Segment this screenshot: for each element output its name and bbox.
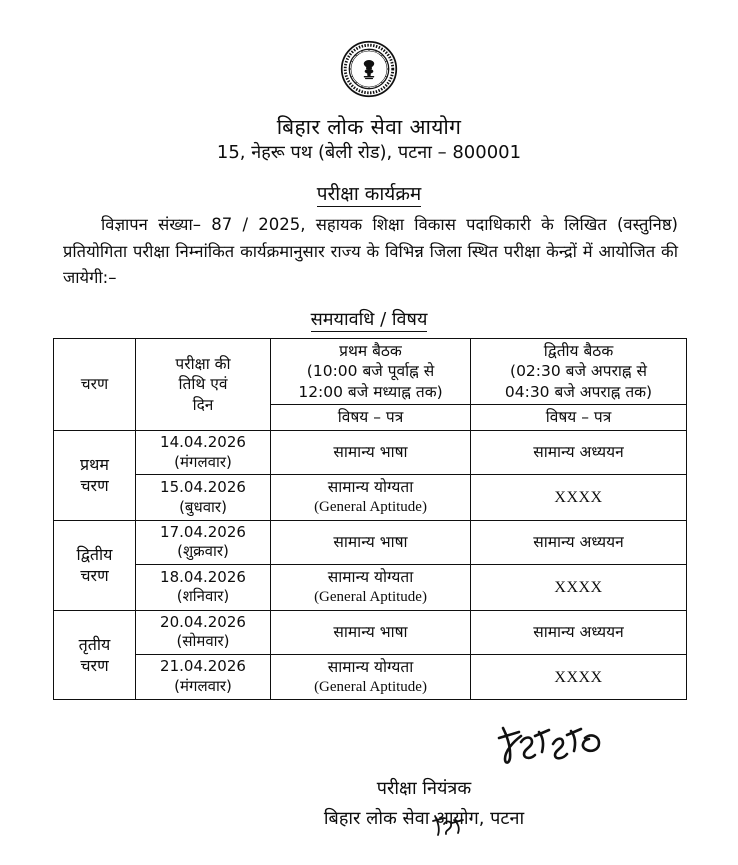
table-row: [54, 430, 687, 475]
exam-date-cell: [136, 520, 271, 565]
phase-name-1-line1: प्रथम: [80, 455, 109, 475]
organization-address: 15, नेहरू पथ (बेली रोड), पटना – 800001: [216, 142, 522, 163]
table-row: [54, 520, 687, 565]
header-sitting-one-line2: (10:00 बजे पूर्वाह्न से: [306, 362, 435, 381]
exam-date-cell: [136, 610, 271, 655]
sitting-one-subject: [271, 475, 471, 520]
sitting-one-subject: [271, 610, 471, 655]
india-state-emblem-seal-icon: [340, 40, 398, 98]
phase-name-3-line1: तृतीय: [78, 634, 111, 654]
sitting-two-subject: XXXX: [471, 655, 687, 700]
sitting-one-subject-hi: सामान्य योग्यता: [327, 658, 414, 677]
sitting-one-subject: [271, 655, 471, 700]
sitting-one-subject: [271, 430, 471, 475]
sitting-one-subject-hi: सामान्य योग्यता: [327, 478, 414, 497]
header-sitting-one: [271, 339, 471, 405]
phase-name-2-line1: द्वितीय: [76, 544, 113, 564]
sitting-two-subject: XXXX: [471, 565, 687, 610]
table-row: [54, 655, 687, 700]
exam-day: (शुक्रवार): [177, 542, 229, 561]
header-sitting-two: [471, 339, 687, 405]
handwritten-signature-icon: [497, 718, 607, 766]
notice-paragraph: विज्ञापन संख्या– 87 / 2025, सहायक शिक्षा विकास पदाधिकारी के लिखित (वस्तुनिष्ठ) प्रतियोगिता परीक्षा निम्नांकित कार्यक्रमानुसार राज्य के विभिन्न जिला स्थित परीक्षा केन्द्रों में आयोजित की जायेगी:–: [63, 215, 678, 288]
sitting-two-subject-hi: सामान्य अध्ययन: [533, 533, 624, 552]
emblem-container: [0, 40, 738, 98]
signatory-office: [0, 806, 738, 830]
exam-date: 20.04.2026: [160, 612, 246, 631]
sitting-two-subject-hi: सामान्य अध्ययन: [533, 443, 624, 462]
schedule-table-title-text: समयावधि / विषय: [310, 309, 428, 330]
phase-name-1-line2: चरण: [80, 476, 109, 496]
sitting-one-subject-hi: सामान्य भाषा: [333, 533, 408, 552]
header-sitting-two-line1: द्वितीय बैठक: [543, 342, 614, 360]
header-sitting-two-line2: (02:30 बजे अपराह्न से: [510, 362, 647, 381]
sitting-two-subject: XXXX: [471, 475, 687, 520]
exam-date-cell: [136, 475, 271, 520]
phase-name-2: [54, 520, 136, 610]
phase-name-1: [54, 430, 136, 520]
signatory-designation: [0, 776, 738, 800]
exam-day: (सोमवार): [176, 632, 230, 651]
subheader-subject-paper-1: विषय – पत्र: [271, 405, 471, 430]
exam-day: (मंगलवार): [174, 452, 232, 471]
sitting-two-subject-hi: सामान्य अध्ययन: [533, 623, 624, 642]
phase-name-3: [54, 610, 136, 700]
header-exam-date: [136, 339, 271, 431]
exam-day: (मंगलवार): [174, 677, 232, 696]
exam-date: 14.04.2026: [160, 432, 246, 451]
sitting-one-subject: [271, 520, 471, 565]
sitting-one-subject-en: (General Aptitude): [314, 498, 427, 515]
table-row: [54, 565, 687, 610]
sitting-one-subject-en: (General Aptitude): [314, 588, 427, 605]
header-sitting-one-line3: 12:00 बजे मध्याह्न तक): [298, 382, 443, 401]
header-exam-date-line2: तिथि एवं: [178, 375, 228, 394]
exam-date: 17.04.2026: [160, 522, 246, 541]
sitting-two-subject: [471, 610, 687, 655]
schedule-table-title: [0, 307, 738, 331]
sitting-two-subject: [471, 520, 687, 565]
sitting-one-subject-hi: सामान्य भाषा: [333, 623, 408, 642]
table-row: [54, 475, 687, 520]
page-title: [0, 180, 738, 206]
sitting-one-subject-hi: सामान्य योग्यता: [327, 568, 414, 587]
header-phase: चरण: [54, 339, 136, 431]
signatory-designation-text: परीक्षा नियंत्रक: [376, 778, 472, 799]
exam-day: (बुधवार): [179, 497, 227, 516]
organization-name: बिहार लोक सेवा आयोग: [276, 115, 462, 139]
phase-name-3-line2: चरण: [80, 655, 109, 675]
header-sitting-two-line3: 04:30 बजे अपराह्न तक): [504, 382, 653, 401]
exam-schedule-table: [53, 338, 687, 700]
header-sitting-one-line1: प्रथम बैठक: [339, 342, 402, 360]
exam-date-cell: [136, 565, 271, 610]
exam-date-cell: [136, 430, 271, 475]
phase-name-2-line2: चरण: [80, 566, 109, 586]
header-exam-date-line3: दिन: [192, 395, 214, 414]
exam-date-cell: [136, 655, 271, 700]
table-header-row: [54, 339, 687, 405]
exam-day: (शनिवार): [176, 587, 230, 606]
page-title-text: परीक्षा कार्यक्रम: [316, 183, 422, 205]
header-exam-date-line1: परीक्षा की: [175, 354, 231, 373]
sitting-one-subject: [271, 565, 471, 610]
sitting-one-subject-en: (General Aptitude): [314, 678, 427, 695]
signatory-office-text: बिहार लोक सेवा आयोग, पटना: [323, 808, 525, 829]
sitting-one-subject-hi: सामान्य भाषा: [333, 443, 408, 462]
subheader-subject-paper-2: विषय – पत्र: [471, 405, 687, 430]
table-row: [54, 610, 687, 655]
exam-date: 21.04.2026: [160, 657, 246, 676]
exam-date: 18.04.2026: [160, 567, 246, 586]
sitting-two-subject: [471, 430, 687, 475]
exam-date: 15.04.2026: [160, 477, 246, 496]
